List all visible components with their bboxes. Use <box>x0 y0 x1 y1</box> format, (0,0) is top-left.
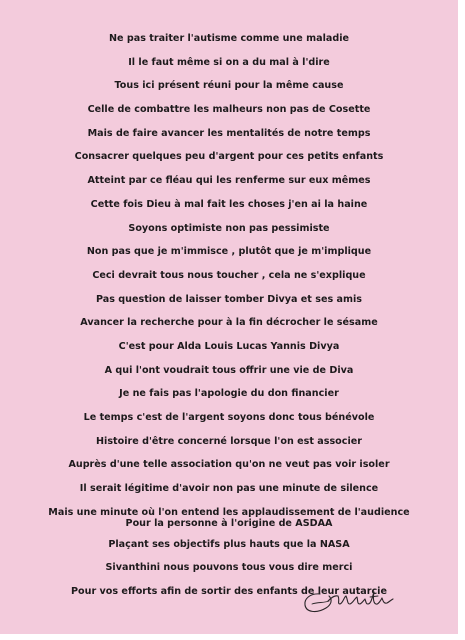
verse: Pour vos efforts afin de sortir des enfants de leur autarcie <box>71 586 387 598</box>
verse: Tous ici présent réuni pour la même cause <box>114 80 344 92</box>
verse: Sivanthini nous pouvons tous vous dire merci <box>105 562 353 574</box>
verse: Avancer la recherche pour à la fin décrocher le sésame <box>80 317 378 329</box>
verse: Pas question de laisser tomber Divya et ses amis <box>96 293 362 305</box>
verse: Ceci devrait tous nous toucher , cela ne s'explique <box>92 269 366 281</box>
verse-line: Pour la personne à l'origine de ASDAA <box>125 517 333 529</box>
verse: Histoire d'être concerné lorsque l'on est associer <box>96 435 362 447</box>
verse: Plaçant ses objectifs plus hauts que la NASA <box>108 538 350 550</box>
verse: Consacrer quelques peu d'argent pour ces petits enfants <box>74 151 384 163</box>
verse: Je ne fais pas l'apologie du don financier <box>119 388 339 400</box>
verse: A qui l'ont voudrait tous offrir une vie de Diva <box>104 364 354 376</box>
scan-margin-right <box>458 0 465 640</box>
verse: Mais de faire avancer les mentalités de notre temps <box>87 127 371 139</box>
handwritten-signature <box>298 584 398 616</box>
verse: Il serait légitime d'avoir non pas une minute de silence <box>79 483 379 495</box>
verse: Il le faut même si on a du mal à l'dire <box>128 56 330 68</box>
scan-margin-bottom <box>0 634 465 640</box>
two-line-verse <box>0 507 458 529</box>
verse: Ne pas traiter l'autisme comme une maladie <box>109 33 349 44</box>
verse: Le temps c'est de l'argent soyons donc tous bénévole <box>83 412 375 423</box>
verse: C'est pour Alda Louis Lucas Yannis Divya <box>118 340 340 352</box>
verse: Cette fois Dieu à mal fait les choses j'en ai la haine <box>90 198 368 210</box>
verse: Non pas que je m'immisce , plutôt que je m'implique <box>86 246 372 258</box>
verse-line: Mais une minute où l'on entend les applaudissement de l'audience <box>48 506 410 518</box>
verse: Auprès d'une telle association qu'on ne veut pas voir isoler <box>68 459 390 471</box>
verse: Soyons optimiste non pas pessimiste <box>128 222 330 234</box>
verse: Celle de combattre les malheurs non pas de Cosette <box>87 104 371 116</box>
verse: Atteint par ce fléau qui les renferme sur eux mêmes <box>87 175 371 187</box>
poem-text <box>0 33 458 610</box>
